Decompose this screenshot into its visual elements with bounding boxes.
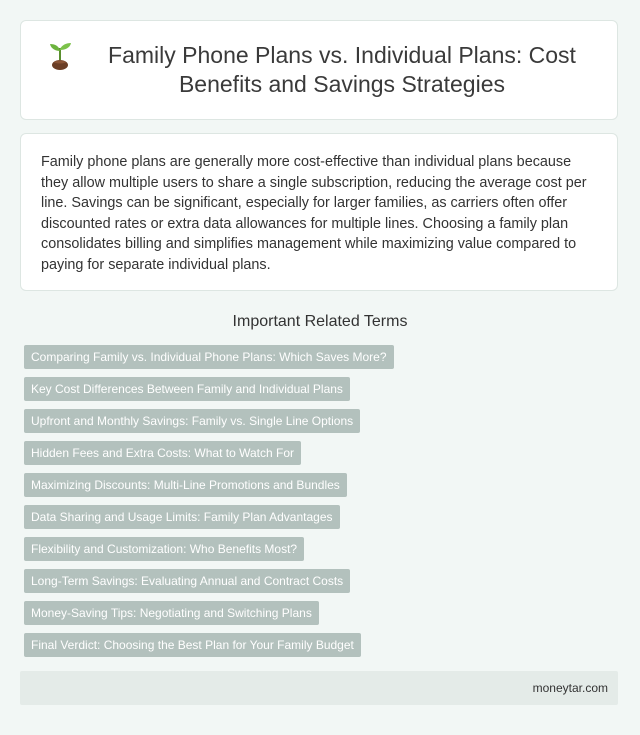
footer [20, 671, 618, 705]
intro-text: Family phone plans are generally more cost-effective than individual plans because they allow multiple users to share a single subscription, reducing the average cost per line. Savings can be significant, especially for larger families, as carriers often offer discounted rates or extra data allowances for multiple lines. Choosing a family plan consolidates billing and simplifies management while maximizing value compared to paying for separate individual plans. [41, 154, 587, 273]
related-term-link[interactable]: Long-Term Savings: Evaluating Annual and Contract Costs [24, 569, 350, 593]
related-term-link[interactable]: Money-Saving Tips: Negotiating and Switching Plans [24, 601, 319, 625]
title-card [20, 20, 618, 120]
sprout-icon [46, 40, 74, 70]
intro-card [20, 133, 618, 291]
related-term-link[interactable]: Flexibility and Customization: Who Benefits Most? [24, 537, 304, 561]
related-term-link[interactable]: Final Verdict: Choosing the Best Plan for Your Family Budget [24, 633, 361, 657]
related-term-link[interactable]: Key Cost Differences Between Family and Individual Plans [24, 377, 350, 401]
page-title: Family Phone Plans vs. Individual Plans: Cost Benefits and Savings Strategies [108, 42, 576, 97]
related-term-link[interactable]: Maximizing Discounts: Multi-Line Promotions and Bundles [24, 473, 347, 497]
related-terms-list [24, 345, 614, 665]
title-wrap [46, 41, 592, 99]
related-term-link[interactable]: Comparing Family vs. Individual Phone Plans: Which Saves More? [24, 345, 394, 369]
footer-site-name: moneytar.com [532, 681, 608, 695]
related-terms-heading: Important Related Terms [232, 313, 408, 330]
related-term-link[interactable]: Hidden Fees and Extra Costs: What to Watch For [24, 441, 301, 465]
related-term-link[interactable]: Data Sharing and Usage Limits: Family Plan Advantages [24, 505, 340, 529]
related-term-link[interactable]: Upfront and Monthly Savings: Family vs. Single Line Options [24, 409, 360, 433]
